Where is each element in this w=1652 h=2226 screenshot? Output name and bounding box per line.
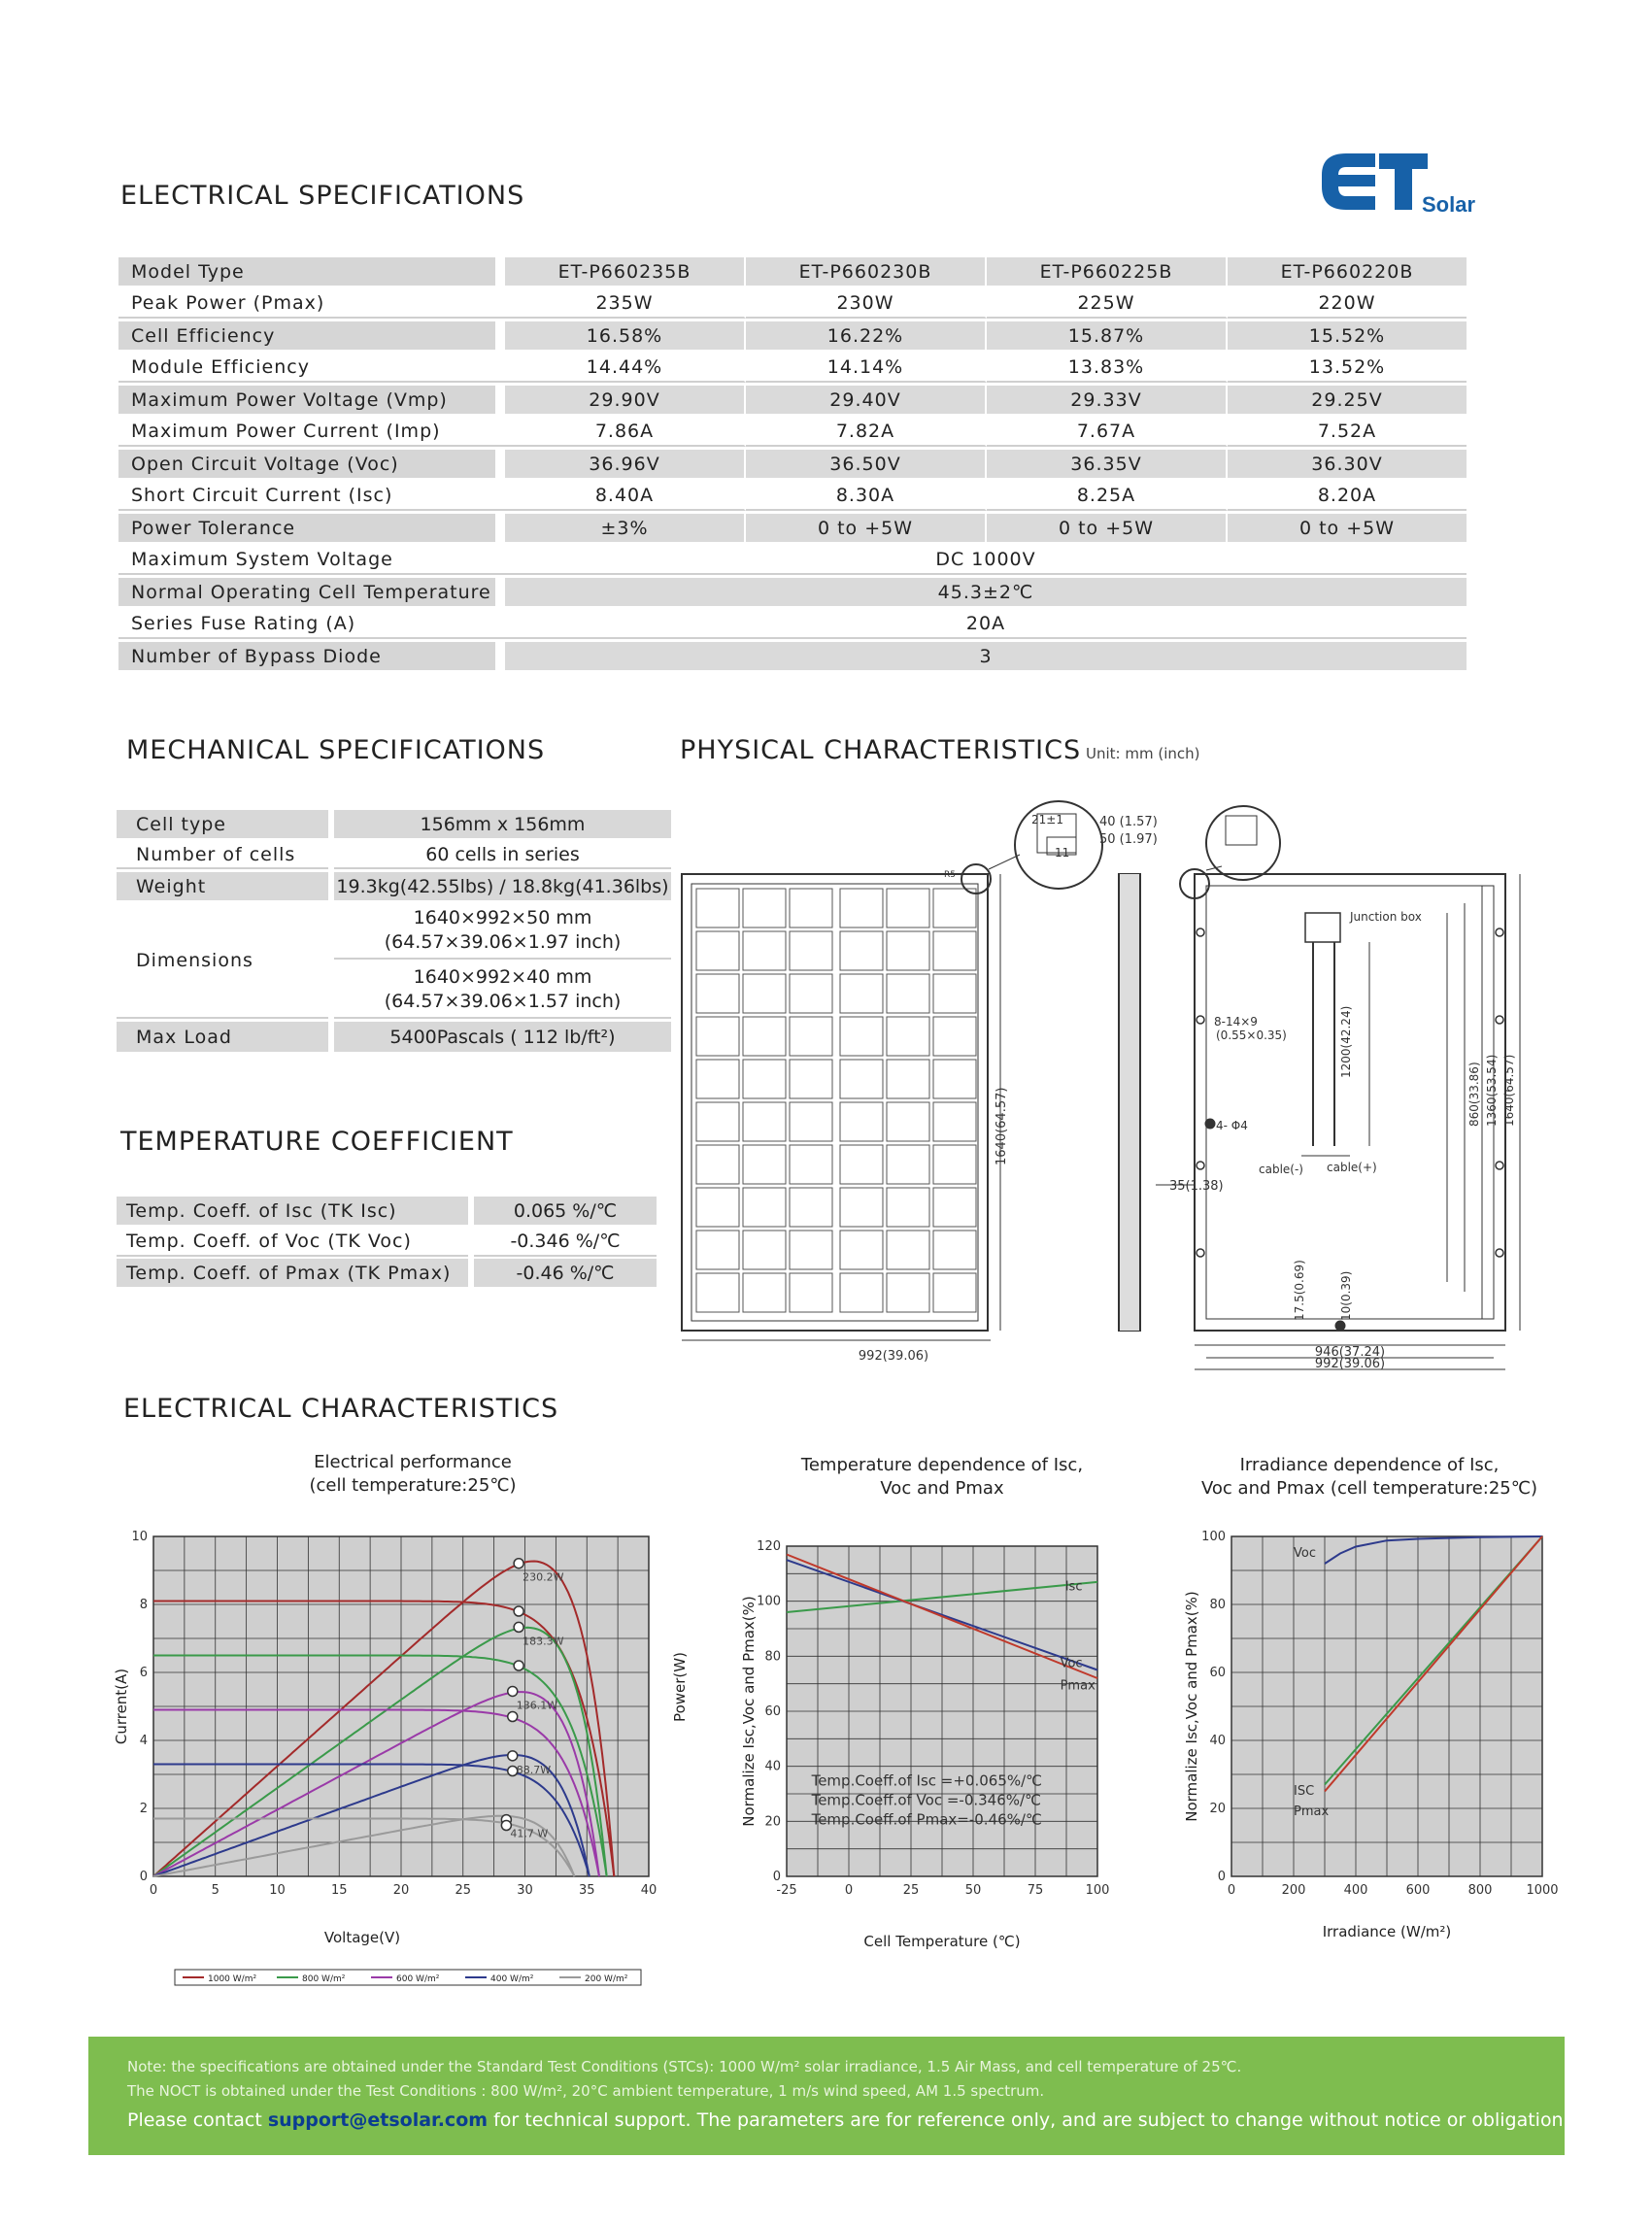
spec-row: [118, 321, 1467, 350]
solar-cell: [696, 931, 739, 970]
holes-inch-label: (0.55×0.35): [1216, 1029, 1287, 1042]
corner-radius-label: R5: [944, 870, 956, 880]
solar-cell: [790, 1060, 832, 1098]
dimension-1-mm: 1640×992×50 mm: [413, 907, 592, 928]
electrical-specs-title: ELECTRICAL SPECIFICATIONS: [120, 181, 525, 211]
x-tick-label: 5: [211, 1883, 219, 1898]
spec-value: 16.22%: [746, 321, 987, 350]
y-tick-label: 40: [1209, 1734, 1226, 1748]
solar-cell: [696, 1188, 739, 1227]
front-width-label: 992(39.06): [858, 1349, 929, 1364]
spec-label: Power Tolerance: [118, 514, 495, 542]
temp-coeff-row: [117, 1197, 657, 1225]
x-tick-label: 30: [517, 1883, 533, 1898]
junction-box-label: Junction box: [1350, 910, 1422, 924]
temp-coeff-value: -0.346 %/℃: [474, 1227, 657, 1257]
solar-cell: [790, 1273, 832, 1312]
temp-coeff-value: -0.46 %/℃: [474, 1259, 657, 1287]
cell-type-label: Cell type: [117, 810, 328, 838]
chart3-title: [1165, 1454, 1573, 1501]
module-drawing: [670, 796, 1564, 1389]
y2-axis-label: Power(W): [671, 1652, 689, 1722]
solar-cell: [743, 1145, 786, 1184]
spec-value: DC 1000V: [505, 545, 1467, 575]
pmax-label: 88.7W: [516, 1763, 552, 1776]
solar-cell: [840, 1231, 883, 1269]
y-tick-label: 0: [772, 1870, 781, 1884]
solar-cell: [743, 974, 786, 1013]
x-axis-label: Cell Temperature (℃): [863, 1933, 1021, 1950]
front-view: [682, 801, 1102, 1340]
y-tick-label: 80: [764, 1649, 781, 1665]
solar-cell: [743, 1060, 786, 1098]
dimension-2-inch: (64.57×39.06×1.57 inch): [384, 991, 622, 1012]
inner-width-label: 946(37.24): [1314, 1345, 1386, 1360]
spec-value: 8.30A: [746, 481, 987, 511]
offset-label: 35(1.38): [1169, 1179, 1224, 1194]
mpp-point: [508, 1712, 518, 1722]
temp-coeff-value: 0.065 %/℃: [474, 1197, 657, 1225]
x-tick-label: 50: [964, 1883, 982, 1898]
solar-cell: [933, 1231, 976, 1269]
max-load-label: Max Load: [117, 1022, 328, 1052]
spec-label: Series Fuse Rating (A): [118, 609, 495, 639]
y-tick-label: 8: [139, 1598, 148, 1612]
spec-row: [118, 609, 1467, 639]
temp-coeff-row: [117, 1227, 657, 1257]
x-tick-label: 10: [269, 1883, 286, 1898]
spec-value: 36.35V: [987, 450, 1228, 478]
solar-cell: [933, 1273, 976, 1312]
cells-value: 60 cells in series: [334, 841, 671, 869]
y-tick-label: 0: [1217, 1870, 1226, 1884]
solar-cell: [696, 1102, 739, 1141]
footer-note-stc: Note: the specifications are obtained under the Standard Test Conditions (STCs): 1000 W/m² solar irradiance, 1.5 Air Mass, and cell temperature of 25℃.: [127, 2058, 1242, 2075]
footer-contact: [127, 2109, 1569, 2131]
coefficient-annotation: Temp.Coeff.of Isc =+0.065%/℃: [811, 1771, 1043, 1790]
chart2-title: [758, 1454, 1127, 1501]
solar-cell: [933, 1060, 976, 1098]
weight-value: 19.3kg(42.55lbs) / 18.8kg(41.36lbs): [334, 872, 671, 900]
y-tick-label: 100: [1201, 1530, 1226, 1544]
solar-cell: [840, 1060, 883, 1098]
y-tick-label: 120: [757, 1539, 781, 1554]
coefficient-annotation: Temp.Coeff.of Pmax=-0.46%/℃: [811, 1810, 1042, 1829]
y-tick-label: 20: [764, 1814, 781, 1830]
solar-cell: [696, 974, 739, 1013]
back-view: [1156, 806, 1520, 1369]
solar-cell: [790, 889, 832, 928]
solar-cell: [887, 1017, 929, 1056]
series-label: Pmax: [1060, 1678, 1096, 1694]
corner-dim-1: 21±1: [1031, 813, 1063, 826]
solar-cell: [887, 1102, 929, 1141]
pmax-label: 183.3W: [523, 1635, 564, 1648]
spec-label: Short Circuit Current (Isc): [118, 481, 495, 511]
corner-dim-2: 11: [1055, 846, 1070, 860]
spec-label: Number of Bypass Diode: [118, 642, 495, 670]
y-tick-label: 4: [139, 1734, 148, 1748]
legend-label: 600 W/m²: [396, 1974, 440, 1984]
x-axis-label: Voltage(V): [323, 1929, 401, 1946]
spec-value: 0 to +5W: [746, 514, 987, 542]
spec-value: 15.52%: [1228, 321, 1467, 350]
temperature-dependence-chart: [719, 1525, 1127, 1962]
spec-row: [118, 386, 1467, 414]
spec-value: 8.20A: [1228, 481, 1467, 511]
spec-row: [118, 353, 1467, 383]
pmax-label: 136.1W: [516, 1699, 558, 1712]
spec-row: [118, 642, 1467, 670]
spec-value: 16.58%: [505, 321, 746, 350]
spec-value: 15.87%: [987, 321, 1228, 350]
chart-title-line: Temperature dependence of Isc,: [800, 1455, 1084, 1475]
x-tick-label: 0: [149, 1883, 158, 1898]
spec-label: Module Efficiency: [118, 353, 495, 383]
solar-cell: [933, 974, 976, 1013]
solar-cell: [840, 974, 883, 1013]
x-tick-label: 75: [1027, 1883, 1044, 1898]
x-tick-label: 20: [392, 1883, 410, 1898]
spec-label: Normal Operating Cell Temperature: [118, 578, 495, 606]
solar-cell: [743, 889, 786, 928]
solar-cell: [743, 1102, 786, 1141]
spec-row: [118, 257, 1467, 286]
solar-cell: [887, 974, 929, 1013]
x-tick-label: 25: [902, 1883, 920, 1898]
spec-label: Maximum Power Current (Imp): [118, 417, 495, 447]
solar-cell: [887, 1188, 929, 1227]
solar-cell: [840, 889, 883, 928]
contact-suffix: for technical support. The parameters are for reference only, and are subject to change without notice or obligation.: [488, 2109, 1569, 2131]
dim-1360-label: 1360(53.54): [1485, 1054, 1499, 1127]
spec-value: 29.33V: [987, 386, 1228, 414]
x-tick-label: 0: [844, 1883, 854, 1898]
mpp-point: [514, 1606, 523, 1616]
contact-prefix: Please contact: [127, 2109, 268, 2131]
solar-cell: [790, 1145, 832, 1184]
dim-1640-label: 1640(64.57): [1502, 1054, 1516, 1127]
x-tick-label: 0: [1227, 1883, 1236, 1898]
spec-label: Model Type: [118, 257, 495, 286]
y-tick-label: 80: [1209, 1598, 1226, 1612]
solar-cell: [696, 889, 739, 928]
y-tick-label: 60: [764, 1704, 781, 1719]
spec-value: 7.82A: [746, 417, 987, 447]
spec-label: Cell Efficiency: [118, 321, 495, 350]
temperature-coefficient-table: [117, 1195, 657, 1289]
solar-cell: [743, 1231, 786, 1269]
pmax-point: [508, 1751, 518, 1761]
chart1-title: [243, 1451, 583, 1498]
legend-label: 400 W/m²: [490, 1974, 534, 1984]
temp-coeff-row: [117, 1259, 657, 1287]
chart-title-line: Voc and Pmax: [880, 1478, 1004, 1499]
spec-value: 13.83%: [987, 353, 1228, 383]
footer-banner: [88, 2037, 1569, 2155]
spec-value: 13.52%: [1228, 353, 1467, 383]
legend-label: 800 W/m²: [302, 1974, 346, 1984]
dim-860-label: 860(33.86): [1467, 1062, 1481, 1127]
dimension-2-mm: 1640×992×40 mm: [413, 966, 592, 988]
solar-cell: [696, 1273, 739, 1312]
solar-cell: [696, 1231, 739, 1269]
solar-cell: [887, 1273, 929, 1312]
spec-label: Peak Power (Pmax): [118, 288, 495, 319]
spec-value: 8.40A: [505, 481, 746, 511]
solar-cell: [887, 931, 929, 970]
spec-row: [118, 514, 1467, 542]
y-tick-label: 40: [764, 1759, 781, 1774]
pmax-label: 41.7 W: [510, 1827, 549, 1840]
spec-label: Maximum System Voltage: [118, 545, 495, 575]
solar-cell: [696, 1145, 739, 1184]
solar-cell: [933, 1145, 976, 1184]
solar-cell: [933, 931, 976, 970]
spec-value: ET-P660230B: [746, 257, 987, 286]
series-label: Voc: [1060, 1656, 1083, 1671]
electrical-specs-table: [118, 254, 1467, 673]
y-axis-label: Current(A): [113, 1668, 130, 1745]
coefficient-annotation: Temp.Coeff.of Voc =-0.346%/℃: [811, 1791, 1041, 1809]
cable-positive-label: cable(+): [1327, 1161, 1377, 1174]
spec-value: 3: [505, 642, 1467, 670]
y-axis-label: Normalize Isc,Voc and Pmax(%): [740, 1596, 758, 1827]
spec-value: ±3%: [505, 514, 746, 542]
spec-label: Open Circuit Voltage (Voc): [118, 450, 495, 478]
series-label: Voc: [1294, 1546, 1316, 1561]
spec-value: 36.96V: [505, 450, 746, 478]
solar-cell: [743, 1188, 786, 1227]
front-height-label: 1640(64.57): [995, 1087, 1009, 1165]
x-tick-label: 25: [455, 1883, 472, 1898]
pmax-point: [514, 1559, 523, 1568]
spec-value: 29.90V: [505, 386, 746, 414]
solar-cell: [840, 1273, 883, 1312]
y-tick-label: 60: [1209, 1666, 1226, 1680]
spec-label: Maximum Power Voltage (Vmp): [118, 386, 495, 414]
spec-value: ET-P660220B: [1228, 257, 1467, 286]
temp-coeff-label: Temp. Coeff. of Voc (TK Voc): [117, 1227, 468, 1257]
mpp-point: [514, 1661, 523, 1670]
temp-coeff-label: Temp. Coeff. of Isc (TK Isc): [117, 1197, 468, 1225]
spec-value: 230W: [746, 288, 987, 319]
spec-value: 8.25A: [987, 481, 1228, 511]
solar-cell: [933, 889, 976, 928]
chart-title-line: Electrical performance: [314, 1452, 512, 1472]
spec-value: 45.3±2℃: [505, 578, 1467, 606]
y-tick-label: 100: [757, 1594, 781, 1609]
solar-cell: [790, 1188, 832, 1227]
spec-value: 235W: [505, 288, 746, 319]
solar-cell: [887, 1145, 929, 1184]
x-tick-label: -25: [776, 1883, 797, 1898]
dimension-1-inch: (64.57×39.06×1.97 inch): [384, 931, 622, 953]
solar-cell: [743, 1017, 786, 1056]
spec-value: 14.14%: [746, 353, 987, 383]
x-tick-label: 100: [1085, 1883, 1110, 1898]
solar-cell: [790, 1231, 832, 1269]
solar-cell: [696, 1060, 739, 1098]
spec-value: 220W: [1228, 288, 1467, 319]
solar-cell: [887, 1231, 929, 1269]
y-tick-label: 20: [1209, 1802, 1226, 1816]
solar-cell: [743, 931, 786, 970]
support-email-link[interactable]: support@etsolar.com: [267, 2109, 489, 2131]
depth-1-label: 40 (1.57): [1099, 815, 1158, 829]
y-tick-label: 2: [139, 1802, 148, 1816]
spec-row: [118, 450, 1467, 478]
legend-label: 1000 W/m²: [208, 1974, 257, 1984]
x-tick-label: 35: [578, 1883, 595, 1898]
spec-value: 29.25V: [1228, 386, 1467, 414]
y-tick-label: 10: [131, 1530, 148, 1544]
pmax-point: [514, 1622, 523, 1632]
solar-cell: [840, 1145, 883, 1184]
spec-value: 7.52A: [1228, 417, 1467, 447]
x-tick-label: 800: [1467, 1883, 1493, 1898]
spec-value: 0 to +5W: [1228, 514, 1467, 542]
spec-value: 20A: [505, 609, 1467, 639]
legend: [175, 1970, 641, 1985]
spec-row: [118, 578, 1467, 606]
spec-value: 225W: [987, 288, 1228, 319]
temp-coeff-label: Temp. Coeff. of Pmax (TK Pmax): [117, 1259, 468, 1287]
solar-cell: [933, 1017, 976, 1056]
solar-cell: [887, 889, 929, 928]
spec-value: 36.50V: [746, 450, 987, 478]
spec-value: ET-P660235B: [505, 257, 746, 286]
series-label: Pmax: [1294, 1804, 1330, 1819]
solar-cell: [840, 1017, 883, 1056]
dimensions-label: Dimensions: [117, 903, 328, 1019]
cells-label: Number of cells: [117, 841, 328, 869]
x-tick-label: 200: [1281, 1883, 1306, 1898]
mechanical-specs-table: [117, 807, 671, 1055]
physical-unit: Unit: mm (inch): [1086, 745, 1200, 762]
cable-negative-label: cable(-): [1259, 1163, 1303, 1176]
y-axis-label: Normalize Isc,Voc and Pmax(%): [1183, 1591, 1200, 1822]
solar-cell: [696, 1017, 739, 1056]
solar-cell: [933, 1188, 976, 1227]
y-tick-label: 0: [139, 1870, 148, 1884]
max-load-value: 5400Pascals ( 112 lb/ft²): [334, 1022, 671, 1052]
solar-cell: [933, 1102, 976, 1141]
spec-value: 7.67A: [987, 417, 1228, 447]
electrical-characteristics-title: ELECTRICAL CHARACTERISTICS: [123, 1394, 559, 1424]
cell-type-value: 156mm x 156mm: [334, 810, 671, 838]
spec-row: [118, 545, 1467, 575]
chart-title-line: Irradiance dependence of Isc,: [1239, 1455, 1500, 1475]
x-tick-label: 1000: [1526, 1883, 1559, 1898]
chart-title-line: Voc and Pmax (cell temperature:25℃): [1201, 1478, 1537, 1499]
pmax-label: 230.2W: [523, 1570, 564, 1584]
spec-value: 7.86A: [505, 417, 746, 447]
mechanical-specs-title: MECHANICAL SPECIFICATIONS: [126, 735, 546, 765]
temperature-coefficient-title: TEMPERATURE COEFFICIENT: [120, 1127, 514, 1157]
x-tick-label: 40: [640, 1883, 657, 1898]
solar-cell: [743, 1273, 786, 1312]
solar-cell: [887, 1060, 929, 1098]
solar-cell: [790, 931, 832, 970]
irradiance-dependence-chart: [1165, 1525, 1559, 1962]
x-tick-label: 400: [1343, 1883, 1368, 1898]
dim-17-5-label: 17.5(0.69): [1293, 1260, 1306, 1321]
spec-value: 29.40V: [746, 386, 987, 414]
weight-label: Weight: [117, 872, 328, 900]
solar-cell: [790, 974, 832, 1013]
spec-value: ET-P660225B: [987, 257, 1228, 286]
x-tick-label: 15: [330, 1883, 348, 1898]
chart-title-line: (cell temperature:25℃): [309, 1475, 517, 1496]
solar-cell: [790, 1102, 832, 1141]
dim-10-label: 10(0.39): [1339, 1270, 1353, 1321]
solar-cell: [840, 1188, 883, 1227]
side-view: [1119, 874, 1140, 1331]
solar-cell: [790, 1017, 832, 1056]
pmax-point: [508, 1686, 518, 1696]
footer-note-noct: The NOCT is obtained under the Test Conditions : 800 W/m², 20°C ambient temperature, 1 m/s wind speed, AM 1.5 spectrum.: [127, 2082, 1045, 2100]
cable-length-label: 1200(42.24): [1339, 1005, 1353, 1078]
logo-word: Solar: [1422, 192, 1476, 217]
x-tick-label: 600: [1405, 1883, 1431, 1898]
physical-characteristics-title: PHYSICAL CHARACTERISTICS: [680, 735, 1082, 765]
spec-value: 14.44%: [505, 353, 746, 383]
holes-label: 8-14×9: [1214, 1015, 1258, 1029]
spec-row: [118, 417, 1467, 447]
series-label: ISC: [1294, 1784, 1315, 1799]
electrical-performance-chart: [107, 1525, 690, 1991]
spec-value: 36.30V: [1228, 450, 1467, 478]
depth-2-label: 50 (1.97): [1099, 832, 1158, 847]
solar-cell: [840, 931, 883, 970]
ground-hole-label: 4- Φ4: [1216, 1119, 1248, 1132]
y-tick-label: 6: [139, 1666, 148, 1680]
spec-value: 0 to +5W: [987, 514, 1228, 542]
legend-label: 200 W/m²: [585, 1974, 628, 1984]
back-width-label: 992(39.06): [1314, 1357, 1386, 1371]
et-solar-logo: [1317, 146, 1482, 223]
solar-cell: [840, 1102, 883, 1141]
spec-row: [118, 481, 1467, 511]
x-axis-label: Irradiance (W/m²): [1322, 1923, 1452, 1940]
series-label: Isc: [1064, 1579, 1083, 1595]
spec-row: [118, 288, 1467, 319]
